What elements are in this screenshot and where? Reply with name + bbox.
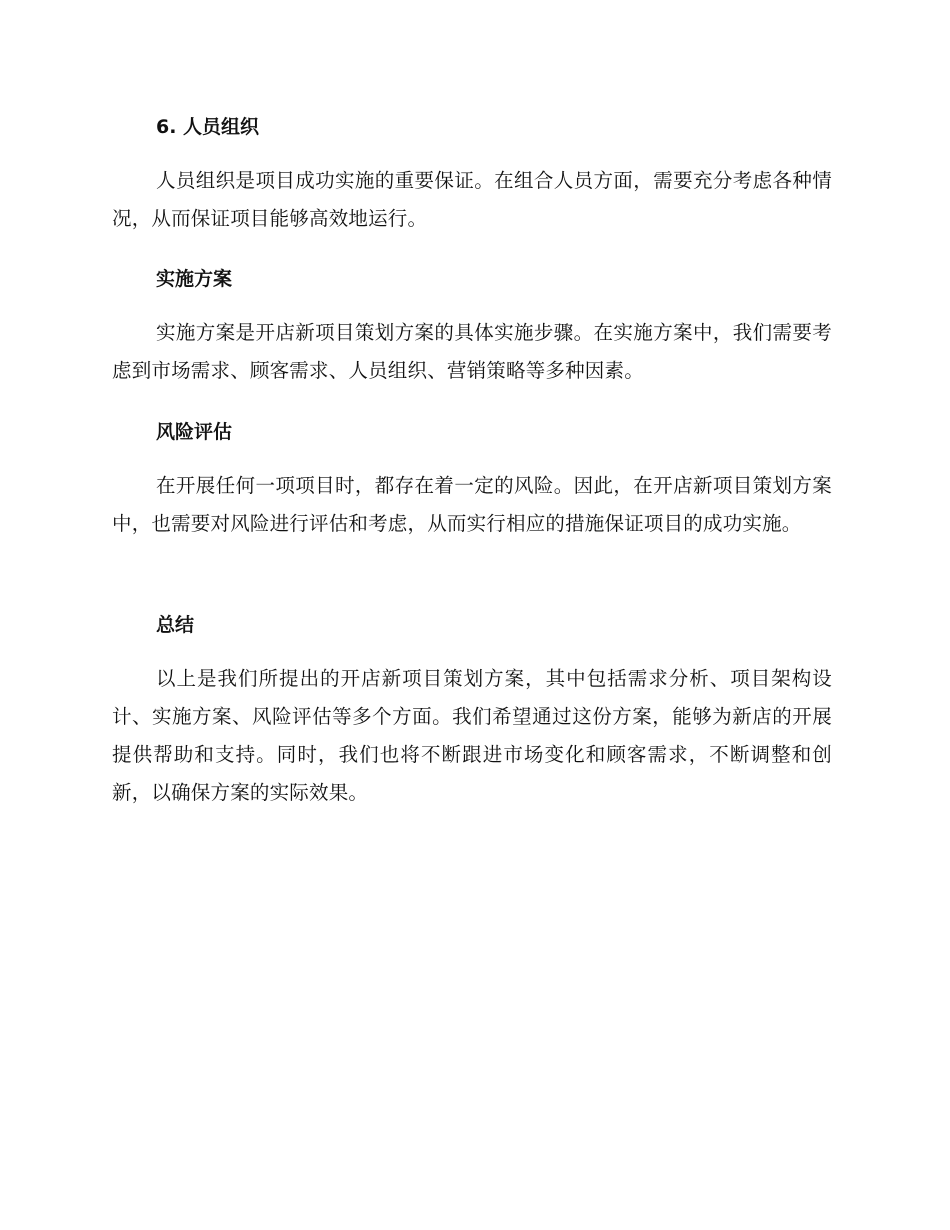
section-heading-risk: 风险评估: [156, 421, 233, 443]
section-heading-implementation: 实施方案: [156, 268, 233, 290]
section-paragraph-risk: 在开展任何一项项目时，都存在着一定的风险。因此，在开店新项目策划方案中，也需要对风险进行评估和考虑，从而实行相应的措施保证项目的成功实施。: [112, 474, 832, 535]
section-paragraph-personnel: 人员组织是项目成功实施的重要保证。在组合人员方面，需要充分考虑各种情况，从而保证项目能够高效地运行。: [112, 169, 832, 230]
section-paragraph-summary: 以上是我们所提出的开店新项目策划方案，其中包括需求分析、项目架构设计、实施方案、风险评估等多个方面。我们希望通过这份方案，能够为新店的开展提供帮助和支持。同时，我们也将不断跟进市场变化和顾客需求，不断调整和创新，以确保方案的实际效果。: [112, 667, 832, 804]
section-heading-personnel: 6. 人员组织: [156, 116, 260, 138]
section-paragraph-implementation: 实施方案是开店新项目策划方案的具体实施步骤。在实施方案中，我们需要考虑到市场需求、顾客需求、人员组织、营销策略等多种因素。: [112, 321, 832, 382]
section-heading-summary: 总结: [156, 614, 195, 636]
